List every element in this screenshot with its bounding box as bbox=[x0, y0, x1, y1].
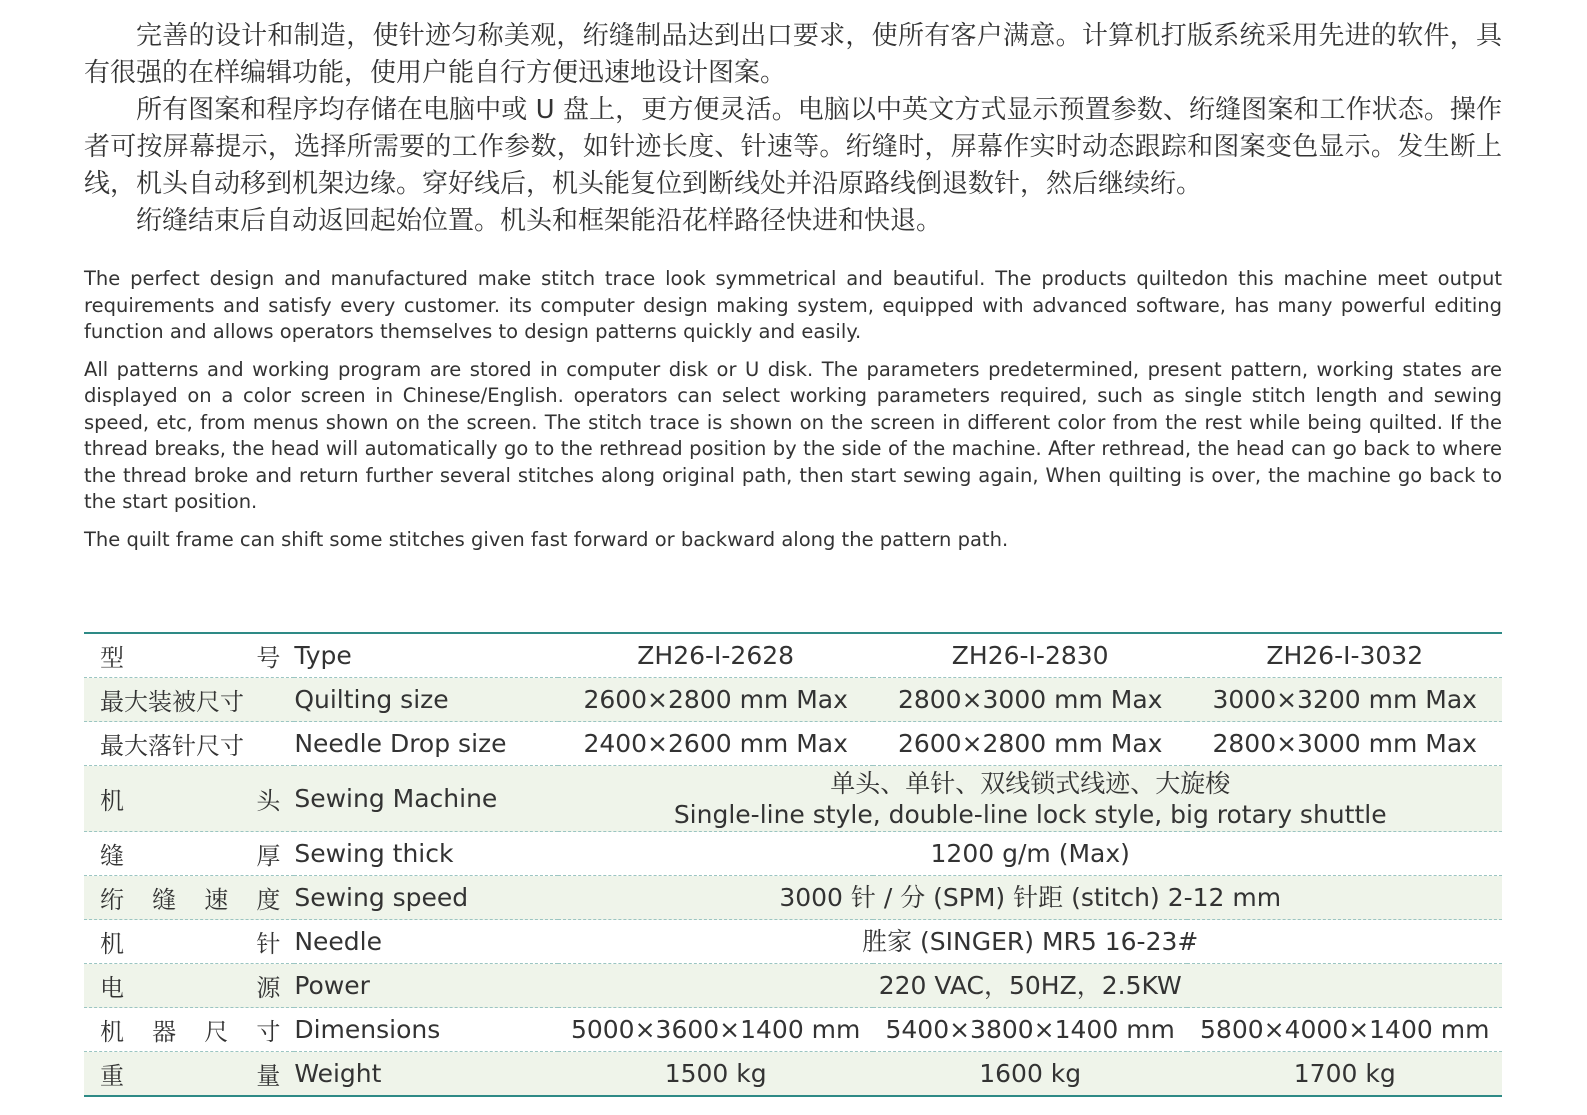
table-row-needle-drop-size bbox=[84, 722, 1502, 766]
table-row-needle bbox=[84, 920, 1502, 964]
shared-value-line: 单头、单针、双线锁式线迹、大旋梭 bbox=[830, 768, 1231, 798]
shared-value bbox=[558, 766, 1502, 832]
model-value: 2400×2600 mm Max bbox=[558, 722, 873, 766]
table-row-sewing-machine bbox=[84, 766, 1502, 832]
row-label-cn: 缝 厚 bbox=[84, 832, 294, 876]
shared-value: 胜家 (SINGER) MR5 16-23# bbox=[558, 920, 1502, 964]
model-value: 5000×3600×1400 mm bbox=[558, 1008, 873, 1052]
model-value: 2600×2800 mm Max bbox=[558, 678, 873, 722]
model-value: 1500 kg bbox=[558, 1052, 873, 1097]
cn-paragraph: 绗缝结束后自动返回起始位置。机头和框架能沿花样路径快进和快退。 bbox=[136, 206, 943, 236]
table-row-power bbox=[84, 964, 1502, 1008]
model-value: 5800×4000×1400 mm bbox=[1187, 1008, 1502, 1052]
chinese-description bbox=[84, 18, 1502, 240]
row-label-cn: 最大落针尺寸 bbox=[84, 722, 294, 766]
spec-table bbox=[84, 632, 1502, 1097]
table-row-quilting-size bbox=[84, 678, 1502, 722]
row-label-cn: 机 针 bbox=[84, 920, 294, 964]
model-value: ZH26-I-2628 bbox=[558, 633, 873, 678]
model-value: 2800×3000 mm Max bbox=[1187, 722, 1502, 766]
table-row-dimensions bbox=[84, 1008, 1502, 1052]
row-label-en: Needle Drop size bbox=[294, 722, 558, 766]
model-value: 2800×3000 mm Max bbox=[873, 678, 1188, 722]
row-label-en: Sewing Machine bbox=[294, 766, 558, 832]
shared-value: 1200 g/m (Max) bbox=[558, 832, 1502, 876]
row-label-cn: 最大装被尺寸 bbox=[84, 678, 294, 722]
row-label-cn: 绗 缝 速 度 bbox=[84, 876, 294, 920]
row-label-en: Type bbox=[294, 633, 558, 678]
row-label-cn: 机 器 尺 寸 bbox=[84, 1008, 294, 1052]
document-page bbox=[84, 18, 1502, 564]
cn-paragraph: 所有图案和程序均存储在电脑中或 U 盘上，更方便灵活。电脑以中英文方式显示预置参数、绗缝图案和工作状态。操作者可按屏幕提示，选择所需要的工作参数，如针迹长度、针速等。绗缝时，屏幕作实时动态跟踪和图案变色显示。发生断上线，机头自动移到机架边缘。穿好线后，机头能复位到断线处并沿原路线倒退数针，然后继续绗。 bbox=[84, 95, 1502, 199]
row-label-en: Sewing thick bbox=[294, 832, 558, 876]
model-value: 2600×2800 mm Max bbox=[873, 722, 1188, 766]
row-label-cn: 重 量 bbox=[84, 1052, 294, 1097]
table-row-weight bbox=[84, 1052, 1502, 1097]
model-value: 5400×3800×1400 mm bbox=[873, 1008, 1188, 1052]
model-value: 1700 kg bbox=[1187, 1052, 1502, 1097]
table-row-sewing-speed bbox=[84, 876, 1502, 920]
row-label-cn: 型 号 bbox=[84, 633, 294, 678]
shared-value: 3000 针 / 分 (SPM) 针距 (stitch) 2-12 mm bbox=[558, 876, 1502, 920]
en-paragraph: The perfect design and manufactured make stitch trace look symmetrical and beautiful. The products quiltedon this machine meet output requirements and satisfy every customer. its computer design making system, equipped with advanced software, has many powerful editing function and allows operators themselves to design patterns quickly and easily. bbox=[84, 267, 1502, 343]
english-description bbox=[84, 266, 1502, 553]
cn-paragraph: 完善的设计和制造，使针迹匀称美观，绗缝制品达到出口要求，使所有客户满意。计算机打版系统采用先进的软件，具有很强的在样编辑功能，使用户能自行方便迅速地设计图案。 bbox=[84, 21, 1502, 88]
model-value: 3000×3200 mm Max bbox=[1187, 678, 1502, 722]
row-label-cn: 电 源 bbox=[84, 964, 294, 1008]
row-label-en: Sewing speed bbox=[294, 876, 558, 920]
row-label-en: Dimensions bbox=[294, 1008, 558, 1052]
model-value: ZH26-I-2830 bbox=[873, 633, 1188, 678]
table-row-type bbox=[84, 633, 1502, 678]
row-label-en: Needle bbox=[294, 920, 558, 964]
row-label-en: Weight bbox=[294, 1052, 558, 1097]
row-label-en: Quilting size bbox=[294, 678, 558, 722]
model-value: ZH26-I-3032 bbox=[1187, 633, 1502, 678]
model-value: 1600 kg bbox=[873, 1052, 1188, 1097]
en-paragraph: All patterns and working program are stored in computer disk or U disk. The parameters predetermined, present pattern, working states are displayed on a color screen in Chinese/English. operators can select working parameters required, such as single stitch length and sewing speed, etc, from menus shown on the screen. The stitch trace is shown on the screen in different color from the rest while being quilted. If the thread breaks, the head will automatically go to the rethread position by the side of the machine. After rethread, the head can go back to where the thread broke and return further several stitches along original path, then start sewing again, When quilting is over, the machine go back to the start position. bbox=[84, 357, 1502, 513]
shared-value: 220 VAC，50HZ，2.5KW bbox=[558, 964, 1502, 1008]
shared-value-line: Single-line style, double-line lock style, big rotary shuttle bbox=[673, 799, 1387, 829]
row-label-cn: 机 头 bbox=[84, 766, 294, 832]
row-label-en: Power bbox=[294, 964, 558, 1008]
table-row-sewing-thick bbox=[84, 832, 1502, 876]
en-paragraph: The quilt frame can shift some stitches given fast forward or backward along the pattern path. bbox=[84, 527, 1009, 551]
